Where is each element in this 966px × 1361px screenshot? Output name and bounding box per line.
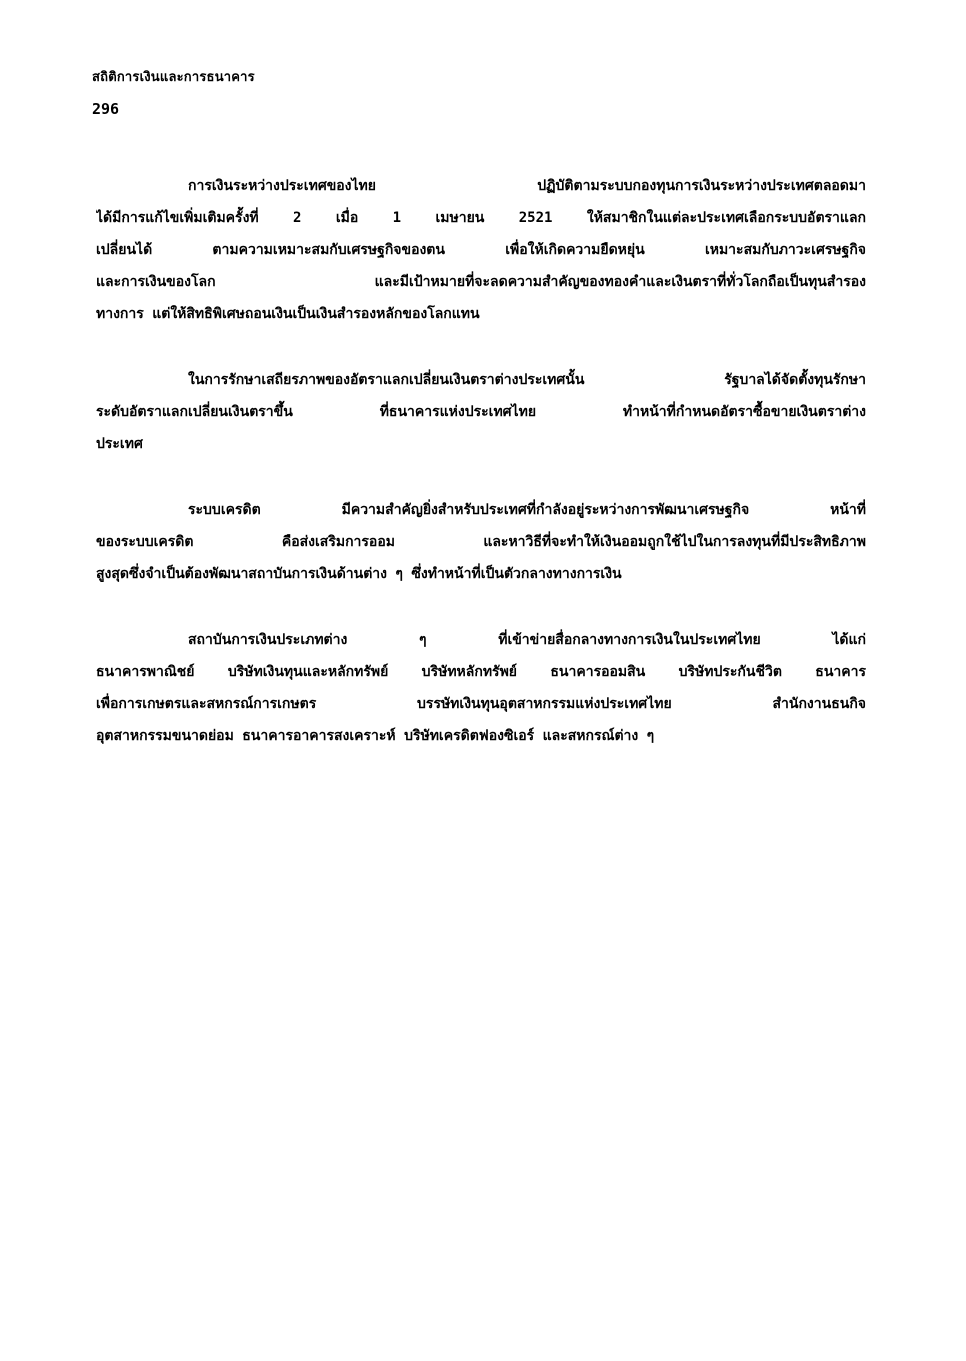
text-line: ระดับอัตราแลกเปลี่ยนเงินตราขึ้น ที่ธนาคารแห่งประเทศไทย ทำหน้าที่กำหนดอัตราซื้อขายเงินตราต่าง <box>96 404 866 420</box>
paragraph-financial-institutions <box>96 624 866 752</box>
paragraph-exchange-rate-stability <box>96 364 866 460</box>
text-line: สูงสุดซึ่งจำเป็นต้องพัฒนาสถาบันการเงินด้านต่าง ๆ ซึ่งทำหน้าที่เป็นตัวกลางทางการเงิน <box>96 566 622 582</box>
text-line: สถาบันการเงินประเภทต่าง ๆ ที่เข้าข่ายสื่อกลางทางการเงินในประเทศไทย ได้แก่ <box>188 632 866 648</box>
text-line: ได้มีการแก้ไขเพิ่มเติมครั้งที่ 2 เมื่อ 1 เมษายน 2521 ให้สมาชิกในแต่ละประเทศเลือกระบบอัตราแลก <box>96 210 866 226</box>
text-line: ทางการ แต่ให้สิทธิพิเศษถอนเงินเป็นเงินสำรองหลักของโลกแทน <box>96 306 480 322</box>
text-line: ระบบเครดิต มีความสำคัญยิ่งสำหรับประเทศที่กำลังอยู่ระหว่างการพัฒนาเศรษฐกิจ หน้าที่ <box>188 502 866 518</box>
text-line: การเงินระหว่างประเทศของไทย ปฏิบัติตามระบบกองทุนการเงินระหว่างประเทศตลอดมา <box>188 178 866 194</box>
text-line: ธนาคารพาณิชย์ บริษัทเงินทุนและหลักทรัพย์ บริษัทหลักทรัพย์ ธนาคารออมสิน บริษัทประกันชีวิต ธนาคาร <box>96 664 866 680</box>
text-line: และการเงินของโลก และมีเป้าหมายที่จะลดความสำคัญของทองคำและเงินตราที่ทั่วโลกถือเป็นทุนสำรอง <box>96 274 866 290</box>
text-line: ของระบบเครดิต คือส่งเสริมการออม และหาวิธีที่จะทำให้เงินออมถูกใช้ไปในการลงทุนที่มีประสิทธิภาพ <box>96 534 866 550</box>
text-line: ในการรักษาเสถียรภาพของอัตราแลกเปลี่ยนเงินตราต่างประเทศนั้น รัฐบาลได้จัดตั้งทุนรักษา <box>188 372 866 388</box>
text-line: ประเทศ <box>96 436 143 452</box>
text-line: เพื่อการเกษตรและสหกรณ์การเกษตร บรรษัทเงินทุนอุตสาหกรรมแห่งประเทศไทย สำนักงานธนกิจ <box>96 696 866 712</box>
body-text <box>96 170 866 786</box>
paragraph-international-finance <box>96 170 866 330</box>
paragraph-credit-system <box>96 494 866 590</box>
page-number: 296 <box>92 100 120 118</box>
running-header-title: สถิติการเงินและการธนาคาร <box>92 70 255 85</box>
text-line: อุตสาหกรรมขนาดย่อม ธนาคารอาคารสงเคราะห์ บริษัทเครดิตฟองซิเอร์ และสหกรณ์ต่าง ๆ <box>96 728 655 744</box>
text-line: เปลี่ยนได้ ตามความเหมาะสมกับเศรษฐกิจของตน เพื่อให้เกิดความยืดหยุ่น เหมาะสมกับภาวะเศรษฐกิจ <box>96 242 866 258</box>
